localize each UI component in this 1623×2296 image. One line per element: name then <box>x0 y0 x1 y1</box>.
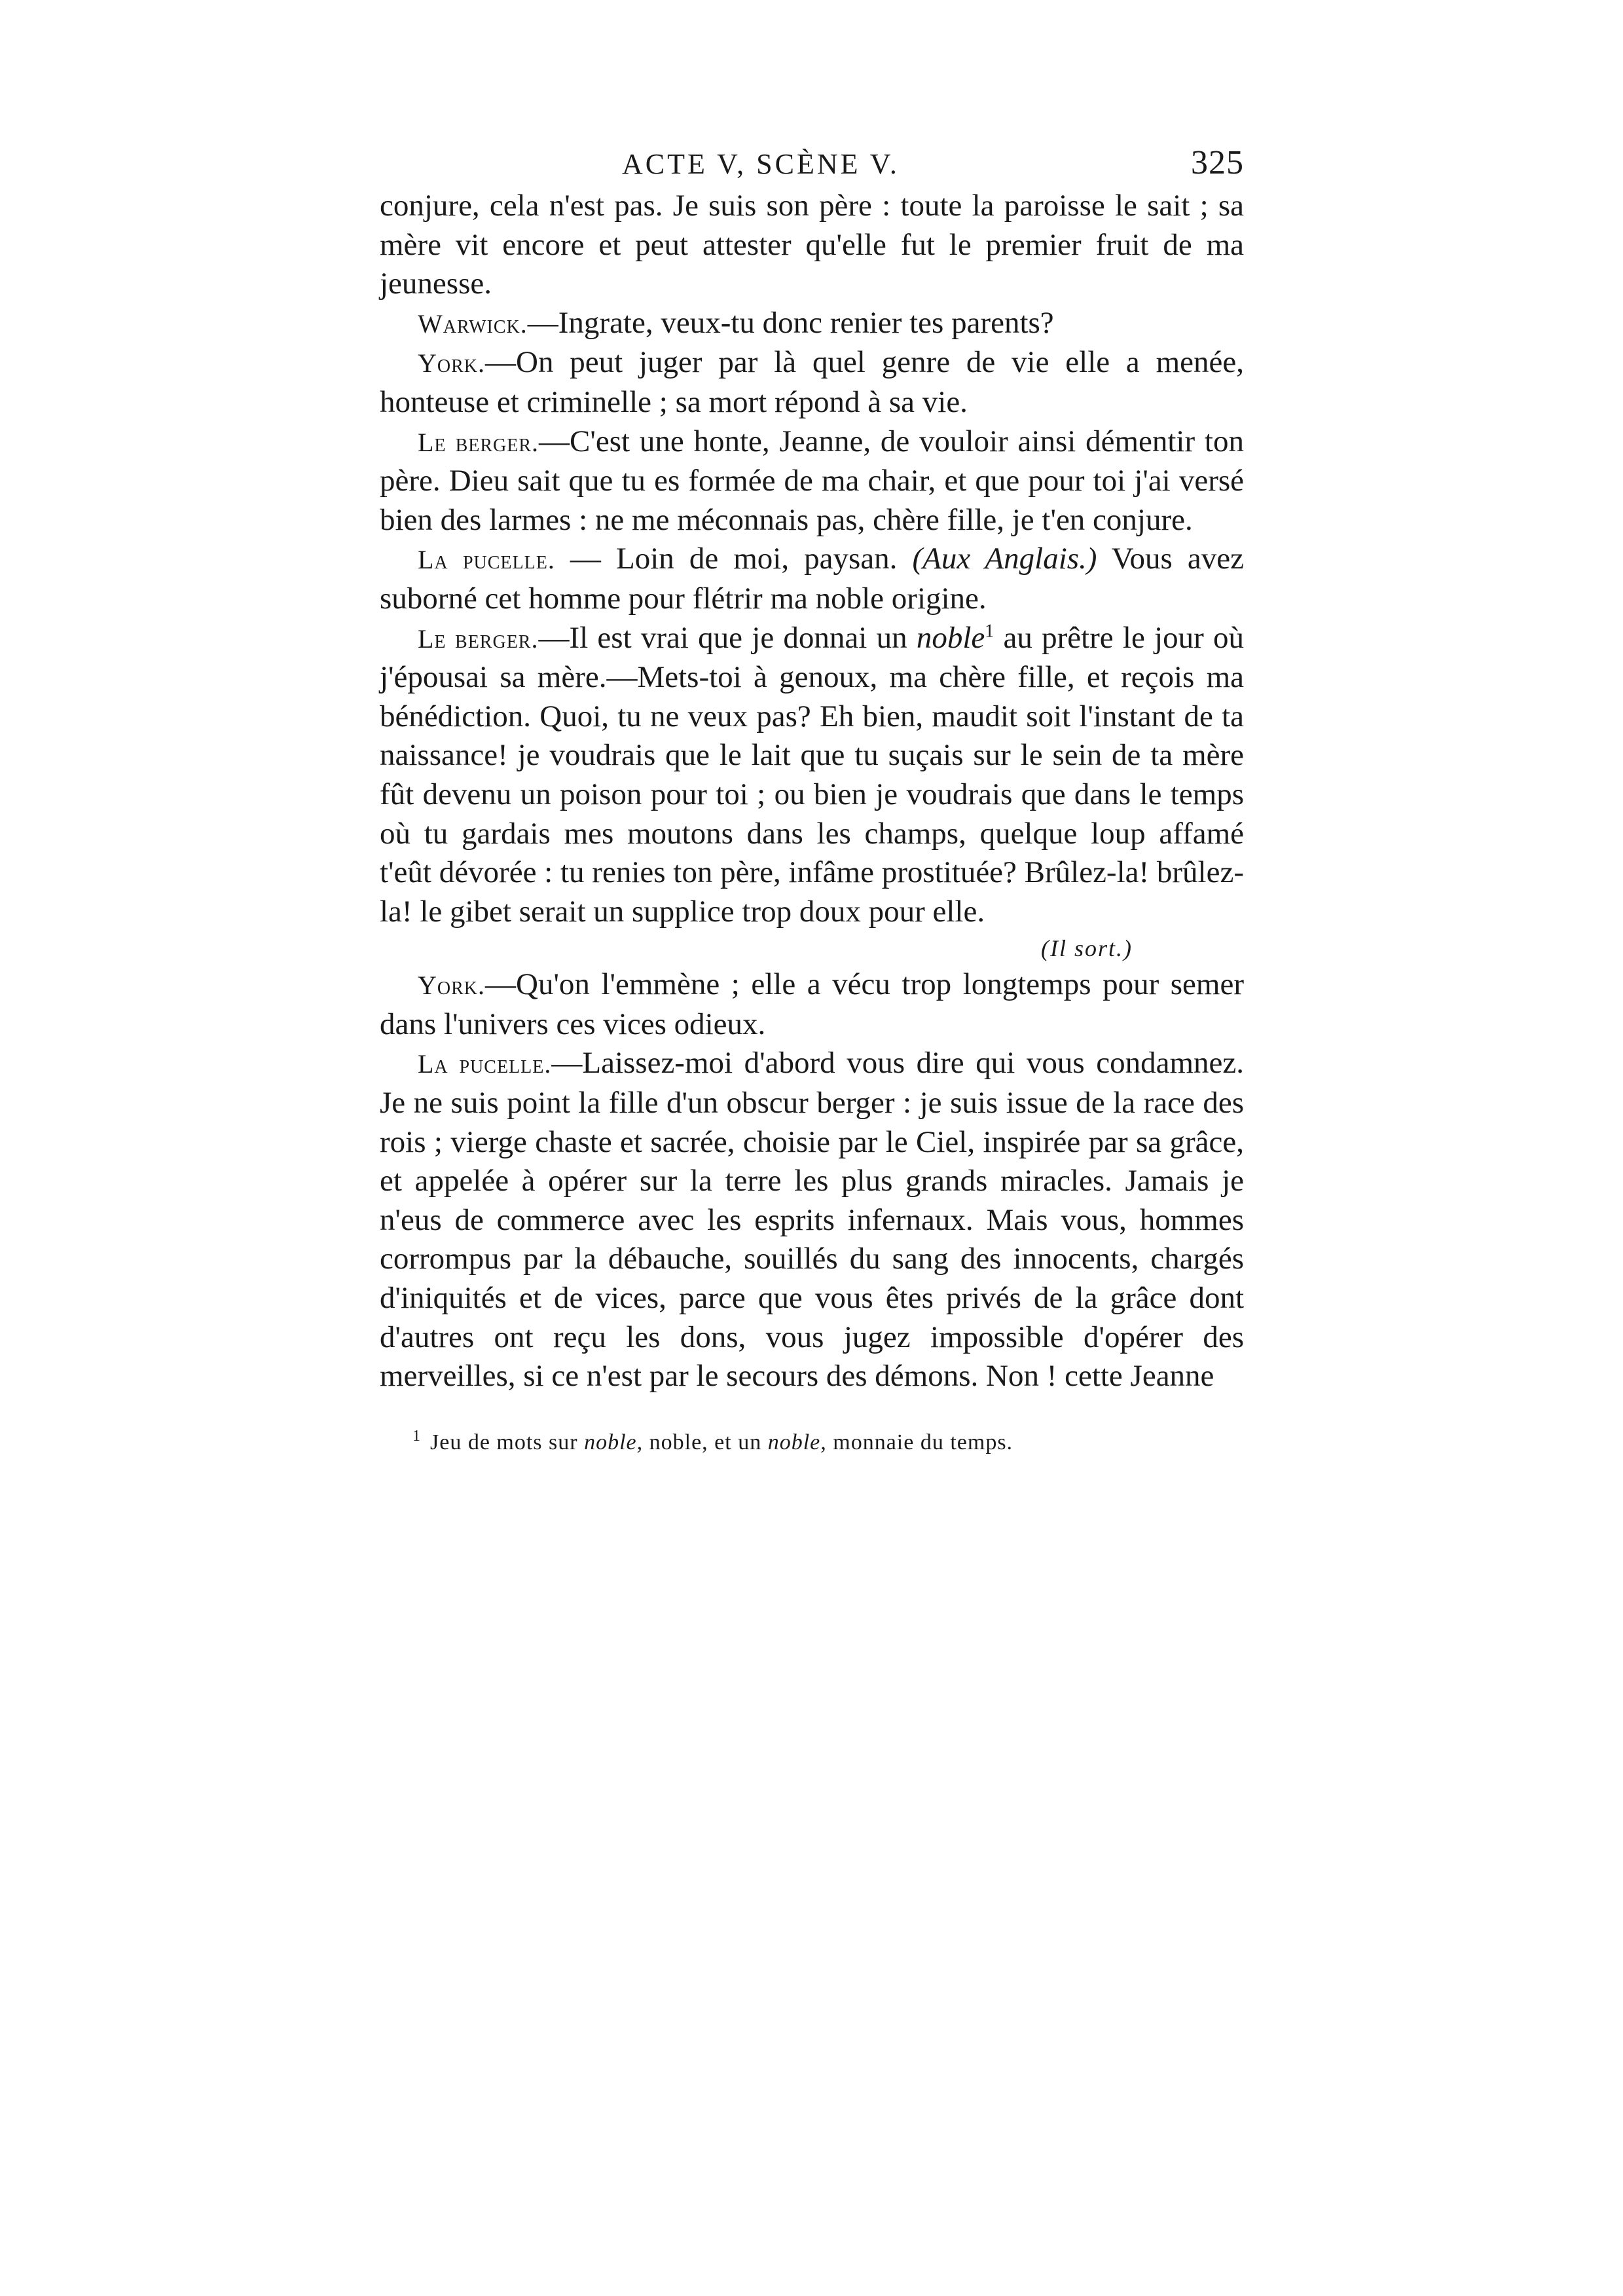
speech-dash: — <box>551 1046 583 1081</box>
speech-warwick <box>380 304 1244 344</box>
speaker-name: Warwick. <box>418 308 528 339</box>
speech-text: Il est vrai que je donnai un <box>569 620 907 655</box>
speech-dash: — <box>539 424 570 458</box>
stage-exit-direction: (Il sort.) <box>1041 935 1133 962</box>
running-title: ACTE V, SCÈNE V. <box>622 148 900 180</box>
speech-dash: — <box>538 620 570 655</box>
speech-york-2 <box>380 965 1244 1044</box>
speech-york <box>380 343 1244 422</box>
speech-text: Ingrate, veux-tu donc renier tes parents? <box>558 305 1054 340</box>
speaker-name: York. <box>418 348 486 379</box>
page-number: 325 <box>1191 144 1244 181</box>
speech-text: C'est une honte, Jeanne, de vouloir ainsi démentir ton père. Dieu sait que tu es formée de ma chair, et que pour toi j'ai versé bien des larmes : ne me méconnais pas, chère fille, je t'en conjure. <box>380 424 1244 537</box>
speaker-name: Le berger. <box>418 427 539 457</box>
speech-text: Qu'on l'emmène ; elle a vécu trop longtemps pour semer dans l'univers ces vices odieux. <box>380 967 1244 1041</box>
footnote-emphasis: noble, <box>584 1430 644 1454</box>
paragraph-continuation <box>380 187 1244 304</box>
speech-text: Laissez-moi d'abord vous dire qui vous condamnez. Je ne suis point la fille d'un obscur berger : je suis issue de la race des rois ; vierge chaste et sacrée, choisie par le Ciel, inspirée par sa grâce, et appelée à opérer sur la terre les plus grands miracles. Jamais je n'eus de commerce avec les esprits infernaux. Mais vous, hommes corrompus par la débauche, souillés du sang des innocents, chargés d'iniquités et de vices, parce que vous êtes privés de la grâce dont d'autres ont reçu les dons, vous jugez impossible d'opérer des merveilles, si ce n'est par le secours des démons. Non ! cette Jeanne <box>380 1046 1244 1394</box>
speech-pucelle-2 <box>380 1044 1244 1396</box>
text-body <box>380 187 1244 1396</box>
footnote-text: noble, et un <box>649 1430 762 1454</box>
speech-dash: — <box>485 967 517 1002</box>
speech-text-continued: au prêtre le jour où j'épousai sa mère.—Mets-toi à genoux, ma chère fille, et reçois ma bénédiction. Quoi, tu ne veux pas? Eh bien, maudit soit l'instant de ta naissance! je voudrais que le lait que tu suçais sur le sein de ta mère fût devenu un poison pour toi ; ou bien je voudrais que dans le temps où tu gardais mes moutons dans les champs, quelque loup affamé t'eût dévorée : tu renies ton père, infâme prostituée? Brûlez-la! brûlez-la! le gibet serait un supplice trop doux pour elle. <box>380 620 1244 929</box>
footnote-emphasis: noble, <box>767 1430 827 1454</box>
speech-dash: — <box>527 305 558 340</box>
footnote-reference: 1 <box>985 620 994 641</box>
speech-berger <box>380 422 1244 540</box>
speech-text-continued: Vous avez suborné cet homme pour flétrir ma noble origine. <box>380 542 1244 616</box>
stage-direction: (Aux Anglais.) <box>912 542 1097 576</box>
speaker-name: Le berger. <box>418 623 539 654</box>
footnote <box>380 1428 1244 1458</box>
speaker-name: La pucelle. <box>418 545 555 575</box>
speech-berger-long <box>380 619 1244 932</box>
speaker-name: La pucelle. <box>418 1049 552 1079</box>
emphasized-word: noble <box>916 620 985 655</box>
speech-text: Loin de moi, paysan. <box>615 542 898 576</box>
speech-dash: — <box>555 542 616 576</box>
speech-pucelle <box>380 540 1244 618</box>
footnote-text: Jeu de mots sur <box>430 1430 578 1454</box>
footnote-mark: 1 <box>412 1428 421 1445</box>
speech-text: On peut juger par là quel genre de vie elle a menée, honteuse et criminelle ; sa mort répond à sa vie. <box>380 345 1244 419</box>
speech-text: conjure, cela n'est pas. Je suis son père : toute la paroisse le sait ; sa mère vit encore et peut attester qu'elle fut le premier fruit de ma jeunesse. <box>380 189 1244 301</box>
speaker-name: York. <box>418 971 486 1001</box>
footnote-text: monnaie du temps. <box>833 1430 1013 1454</box>
running-head <box>380 134 1244 187</box>
book-page <box>380 134 1244 1458</box>
speech-dash: — <box>485 345 517 380</box>
